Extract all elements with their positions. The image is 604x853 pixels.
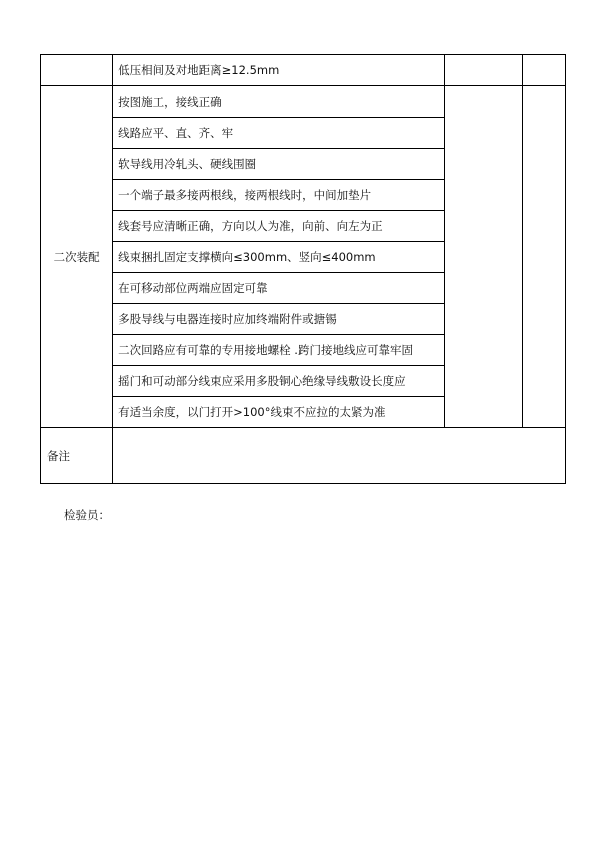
item-cell: 线束捆扎固定支撑横向≤300mm、竖向≤400mm: [113, 242, 445, 273]
remark-content-cell: [113, 428, 566, 484]
note-cell: [523, 86, 566, 428]
item-cell: 一个端子最多接两根线，接两根线时，中间加垫片: [113, 180, 445, 211]
inspection-table: [40, 54, 566, 484]
item-cell: 按图施工，接线正确: [113, 86, 445, 118]
item-cell: 摇门和可动部分线束应采用多股铜心绝缘导线敷设长度应: [113, 366, 445, 397]
section-cell-empty: [41, 55, 113, 86]
item-cell: 有适当余度，以门打开>100°线束不应拉的太紧为准: [113, 397, 445, 428]
inspector-label: 检验员：: [64, 508, 110, 522]
item-cell: 在可移动部位两端应固定可靠: [113, 273, 445, 304]
item-cell: 线路应平、直、齐、牢: [113, 118, 445, 149]
item-cell: 低压相间及对地距离≥12.5mm: [113, 55, 445, 86]
item-cell: 多股导线与电器连接时应加终端附件或搪锡: [113, 304, 445, 335]
remark-label-cell: 备注: [41, 428, 113, 484]
table-row: [41, 55, 566, 86]
result-cell: [444, 55, 522, 86]
table-row: [41, 428, 566, 484]
item-cell: 二次回路应有可靠的专用接地螺栓 .跨门接地线应可靠牢固: [113, 335, 445, 366]
item-cell: 线套号应清晰正确，方向以人为准，向前、向左为正: [113, 211, 445, 242]
section-label-cell: 二次装配: [41, 86, 113, 428]
table-row: [41, 86, 566, 118]
item-cell: 软导线用冷轧头、硬线围圈: [113, 149, 445, 180]
result-cell: [444, 86, 522, 428]
note-cell: [523, 55, 566, 86]
